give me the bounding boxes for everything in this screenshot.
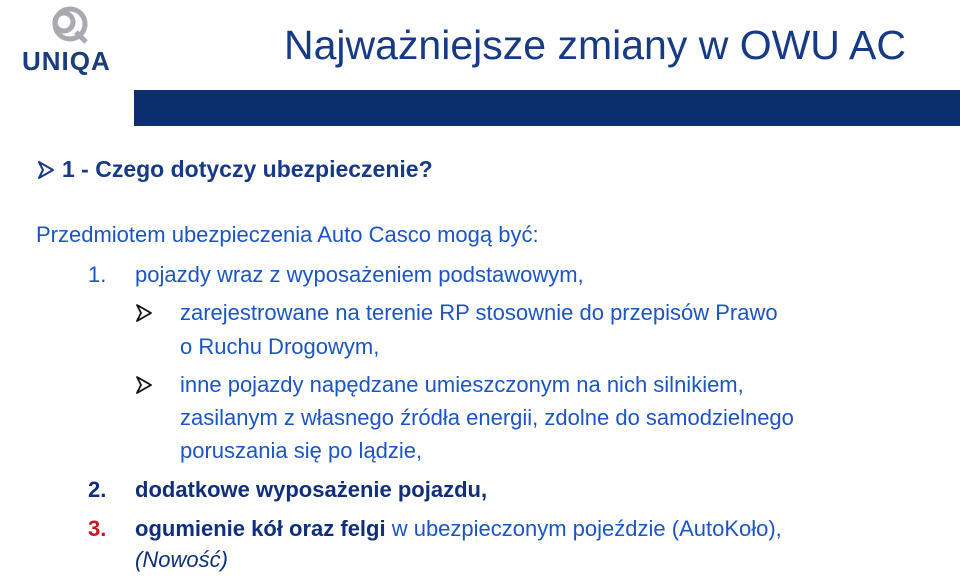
subitem-1-line-1: zarejestrowane na terenie RP stosownie do przepisów Prawo [180, 300, 778, 325]
section-heading: 1 - Czego dotyczy ubezpieczenie? [62, 156, 433, 182]
logo-wordmark: UNIQA [22, 46, 111, 76]
item-3-bold-text: ogumienie kół oraz felgi [135, 516, 386, 541]
item-2-number: 2. [88, 477, 107, 502]
intro-text: Przedmiotem ubezpieczenia Auto Casco mogą być: [36, 222, 539, 247]
item-2-text: dodatkowe wyposażenie pojazdu, [135, 477, 488, 502]
item-1-text: pojazdy wraz z wyposażeniem podstawowym, [135, 262, 584, 287]
item-1-number: 1. [88, 262, 107, 287]
slide-title: Najważniejsze zmiany w OWU AC [284, 22, 906, 68]
item-3-text: w ubezpieczonym pojeździe (AutoKoło), [385, 516, 782, 541]
title-bar [134, 90, 960, 126]
subitem-2-line-3: poruszania się po lądzie, [180, 438, 423, 463]
arrow-bullet-icon [134, 303, 154, 323]
item-3-number: 3. [88, 516, 107, 541]
item-3-line [135, 516, 782, 542]
subitem-1-line-2: o Ruchu Drogowym, [180, 334, 380, 359]
item-3-note: (Nowość) [135, 547, 228, 572]
arrow-bullet-icon [36, 160, 56, 180]
subitem-2-line-2: zasilanym z własnego źródła energii, zdolne do samodzielnego [180, 405, 794, 430]
subitem-2-line-1: inne pojazdy napędzane umieszczonym na nich silnikiem, [180, 372, 744, 397]
arrow-bullet-icon [134, 375, 154, 395]
